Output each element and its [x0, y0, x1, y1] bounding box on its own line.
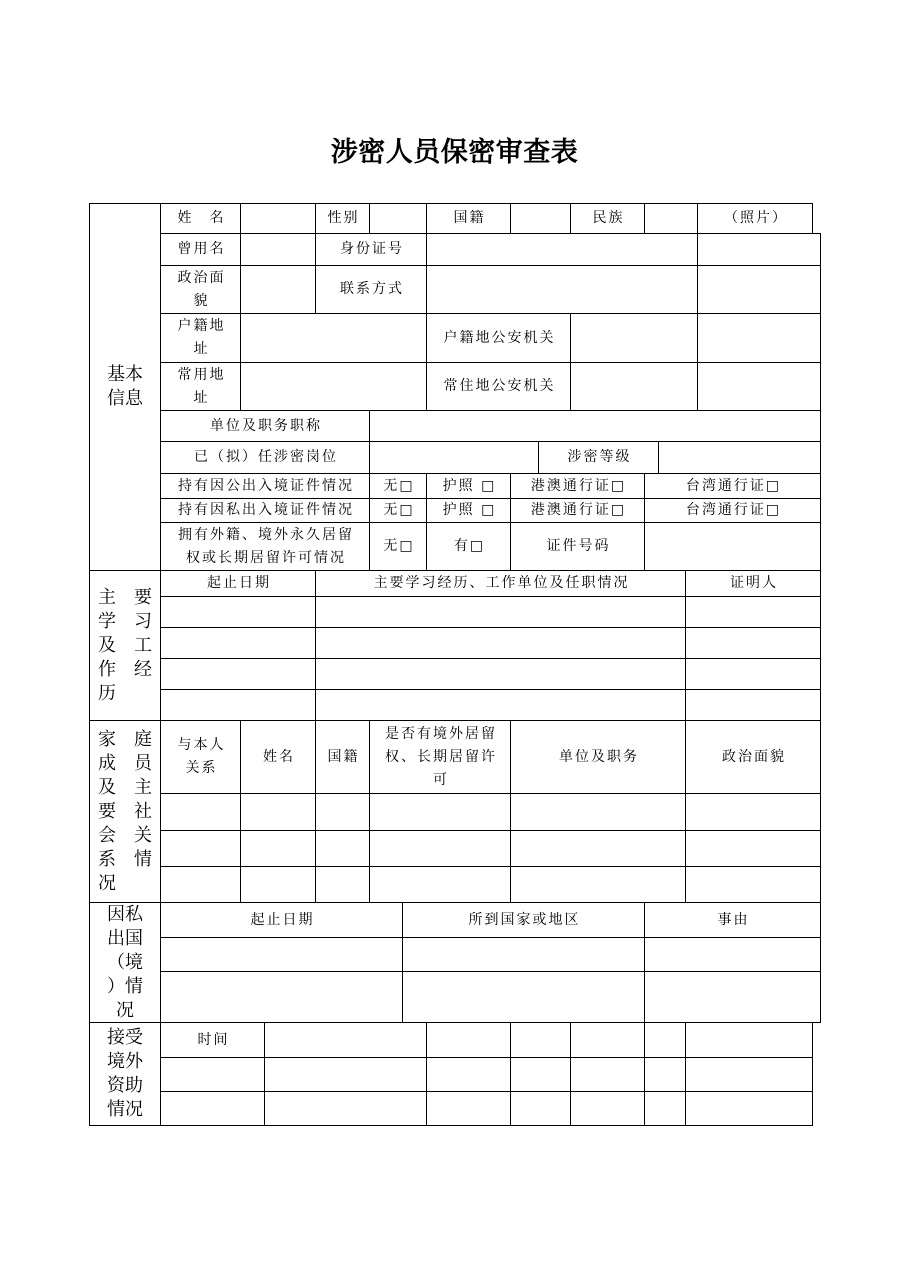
section-label-line: 基本 — [107, 364, 143, 385]
history-witness-header: 证明人 — [685, 570, 821, 597]
section-label-line: 历 — [98, 682, 116, 704]
funding-cell[interactable] — [510, 1057, 571, 1092]
funding-cell[interactable] — [426, 1057, 511, 1092]
family-political-cell[interactable] — [685, 866, 821, 903]
funding-cell[interactable] — [685, 1057, 813, 1092]
travel-destination-cell[interactable] — [402, 937, 645, 972]
official-docs-option-taiwan[interactable]: 台湾通行证□ — [644, 473, 821, 499]
family-name-cell[interactable] — [240, 830, 316, 867]
section-label-line: 况 — [116, 999, 134, 1021]
doc-number-field[interactable] — [644, 522, 821, 571]
official-docs-option-none[interactable]: 无□ — [369, 473, 427, 499]
funding-header-cell[interactable] — [644, 1022, 686, 1058]
history-witness-cell[interactable] — [685, 596, 821, 628]
section-label-line: 接受 — [107, 1027, 143, 1048]
name-label: 姓 名 — [160, 203, 241, 234]
history-detail-header: 主要学习经历、工作单位及任职情况 — [315, 570, 686, 597]
family-political-header: 政治面貌 — [685, 720, 821, 794]
nationality-label: 国籍 — [426, 203, 511, 234]
household-police-field[interactable] — [570, 313, 698, 363]
funding-cell[interactable] — [644, 1057, 686, 1092]
funding-header-cell[interactable] — [264, 1022, 427, 1058]
family-residency-cell[interactable] — [369, 793, 511, 831]
former-name-label: 曾用名 — [160, 233, 241, 266]
section-label-line: 系情 — [98, 848, 152, 870]
study-work-section-label — [89, 570, 161, 721]
family-nationality-cell[interactable] — [315, 793, 370, 831]
history-date-cell[interactable] — [160, 658, 316, 690]
family-employer-cell[interactable] — [510, 830, 686, 867]
funding-header-cell[interactable] — [570, 1022, 645, 1058]
household-address-field[interactable] — [240, 313, 427, 363]
residence-address-label-text: 常用地址 — [177, 366, 226, 406]
household-address-label-text: 户籍地址 — [177, 318, 226, 357]
section-label-line: 情况 — [107, 1099, 143, 1120]
section-label-line: 因私 — [107, 903, 143, 925]
funding-cell[interactable] — [570, 1091, 645, 1126]
section-label-line: 主要 — [98, 586, 152, 608]
family-relation-cell[interactable] — [160, 866, 241, 903]
family-political-cell[interactable] — [685, 830, 821, 867]
private-docs-option-none[interactable]: 无□ — [369, 498, 427, 523]
funding-cell[interactable] — [264, 1057, 427, 1092]
funding-header-cell[interactable] — [685, 1022, 813, 1058]
travel-reason-cell[interactable] — [644, 937, 821, 972]
political-status-label — [160, 265, 241, 314]
foreign-residency-label-text: 拥有外籍、境外永久居留权或长期居留许可情况 — [178, 526, 354, 566]
history-detail-cell[interactable] — [315, 596, 686, 628]
travel-date-cell[interactable] — [160, 971, 403, 1023]
history-date-cell[interactable] — [160, 627, 316, 659]
official-docs-option-hk-macao[interactable]: 港澳通行证□ — [510, 473, 645, 499]
section-label-line: 成员 — [98, 752, 152, 774]
photo-area — [697, 233, 821, 266]
private-docs-option-hk-macao[interactable]: 港澳通行证□ — [510, 498, 645, 523]
employer-title-label: 单位及职务职称 — [160, 410, 370, 442]
foreign-funding-section-label — [89, 1022, 161, 1126]
family-name-cell[interactable] — [240, 793, 316, 831]
family-employer-cell[interactable] — [510, 866, 686, 903]
page-title: 涉密人员保密审查表 — [330, 137, 579, 168]
doc-number-label: 证件号码 — [510, 522, 645, 571]
family-residency-cell[interactable] — [369, 830, 511, 867]
photo-placeholder: （照片） — [697, 203, 813, 234]
section-label-line: 及主 — [98, 776, 152, 798]
foreign-residency-option-none[interactable]: 无□ — [369, 522, 427, 571]
residence-police-field[interactable] — [570, 362, 698, 411]
family-employer-header: 单位及职务 — [510, 720, 686, 794]
section-label-line: 作经 — [98, 658, 152, 680]
id-number-field[interactable] — [426, 233, 698, 266]
funding-cell[interactable] — [160, 1057, 265, 1092]
funding-cell[interactable] — [570, 1057, 645, 1092]
family-nationality-header: 国籍 — [315, 720, 370, 794]
family-residency-header — [369, 720, 511, 794]
funding-cell[interactable] — [685, 1091, 813, 1126]
family-relation-header-text: 与本人关系 — [177, 737, 226, 776]
contact-label: 联系方式 — [315, 265, 427, 314]
family-name-cell[interactable] — [240, 866, 316, 903]
travel-reason-cell[interactable] — [644, 971, 821, 1023]
political-status-field[interactable] — [240, 265, 316, 314]
family-political-cell[interactable] — [685, 793, 821, 831]
section-label-line: 况 — [98, 872, 116, 894]
travel-date-header: 起止日期 — [160, 902, 403, 938]
history-detail-cell[interactable] — [315, 689, 686, 721]
section-label-line: 学习 — [98, 610, 152, 632]
household-address-label — [160, 313, 241, 363]
private-travel-section-label — [89, 902, 161, 1023]
history-witness-cell[interactable] — [685, 658, 821, 690]
travel-destination-header: 所到国家或地区 — [402, 902, 645, 938]
section-label-line: （境 — [107, 951, 143, 973]
family-section-label — [89, 720, 161, 903]
private-docs-option-passport[interactable]: 护照 □ — [426, 498, 511, 523]
family-relation-header — [160, 720, 241, 794]
photo-area — [697, 313, 821, 363]
family-employer-cell[interactable] — [510, 793, 686, 831]
section-label-line: 境外 — [107, 1051, 143, 1072]
residence-address-field[interactable] — [240, 362, 427, 411]
gender-label: 性别 — [315, 203, 370, 234]
foreign-residency-option-yes[interactable]: 有□ — [426, 522, 511, 571]
section-label-line: 会关 — [98, 824, 152, 846]
family-relation-cell[interactable] — [160, 830, 241, 867]
classified-level-label: 涉密等级 — [538, 441, 659, 474]
family-residency-cell[interactable] — [369, 866, 511, 903]
funding-cell[interactable] — [426, 1091, 511, 1126]
history-date-header: 起止日期 — [160, 570, 316, 597]
name-field[interactable] — [240, 203, 316, 234]
ethnicity-label: 民族 — [570, 203, 645, 234]
nationality-field[interactable] — [510, 203, 571, 234]
section-label-line: 信息 — [107, 388, 143, 409]
political-status-label-text: 政治面貌 — [177, 269, 226, 309]
section-label-line: 要社 — [98, 800, 152, 822]
family-nationality-cell[interactable] — [315, 866, 370, 903]
classified-level-field[interactable] — [658, 441, 821, 474]
private-docs-label: 持有因私出入境证件情况 — [160, 498, 370, 523]
private-docs-option-taiwan[interactable]: 台湾通行证□ — [644, 498, 821, 523]
section-label-line: 资助 — [107, 1075, 143, 1096]
history-witness-cell[interactable] — [685, 627, 821, 659]
history-date-cell[interactable] — [160, 689, 316, 721]
residence-police-label: 常住地公安机关 — [426, 362, 571, 411]
foreign-residency-label — [160, 522, 370, 571]
funding-cell[interactable] — [644, 1091, 686, 1126]
travel-reason-header: 事由 — [644, 902, 821, 938]
household-police-label: 户籍地公安机关 — [426, 313, 571, 363]
family-nationality-cell[interactable] — [315, 830, 370, 867]
history-detail-cell[interactable] — [315, 627, 686, 659]
travel-date-cell[interactable] — [160, 937, 403, 972]
residence-address-label — [160, 362, 241, 411]
funding-cell[interactable] — [264, 1091, 427, 1126]
funding-header-cell[interactable] — [426, 1022, 511, 1058]
contact-field[interactable] — [426, 265, 698, 314]
ethnicity-field[interactable] — [644, 203, 698, 234]
photo-area — [697, 265, 821, 314]
funding-cell[interactable] — [510, 1091, 571, 1126]
family-relation-cell[interactable] — [160, 793, 241, 831]
travel-destination-cell[interactable] — [402, 971, 645, 1023]
side-blank-cell — [697, 362, 821, 411]
official-docs-label: 持有因公出入境证件情况 — [160, 473, 370, 499]
section-label-line: ）情 — [107, 975, 143, 997]
history-detail-cell[interactable] — [315, 658, 686, 690]
gender-field[interactable] — [369, 203, 427, 234]
official-docs-option-passport[interactable]: 护照 □ — [426, 473, 511, 499]
funding-time-header: 时间 — [160, 1022, 265, 1058]
history-witness-cell[interactable] — [685, 689, 821, 721]
id-number-label: 身份证号 — [315, 233, 427, 266]
section-label-line: 及工 — [98, 634, 152, 656]
funding-header-cell[interactable] — [510, 1022, 571, 1058]
section-label-line: 出国 — [107, 927, 143, 949]
funding-cell[interactable] — [160, 1091, 265, 1126]
former-name-field[interactable] — [240, 233, 316, 266]
employer-title-field[interactable] — [369, 410, 821, 442]
classified-post-field[interactable] — [369, 441, 539, 474]
family-residency-header-text: 是否有境外居留权、长期居留许可 — [385, 725, 497, 788]
family-name-header: 姓名 — [240, 720, 316, 794]
section-label-line: 家庭 — [98, 728, 152, 750]
history-date-cell[interactable] — [160, 596, 316, 628]
basic-info-section-label — [89, 203, 161, 571]
classified-post-label: 已（拟）任涉密岗位 — [160, 441, 370, 474]
